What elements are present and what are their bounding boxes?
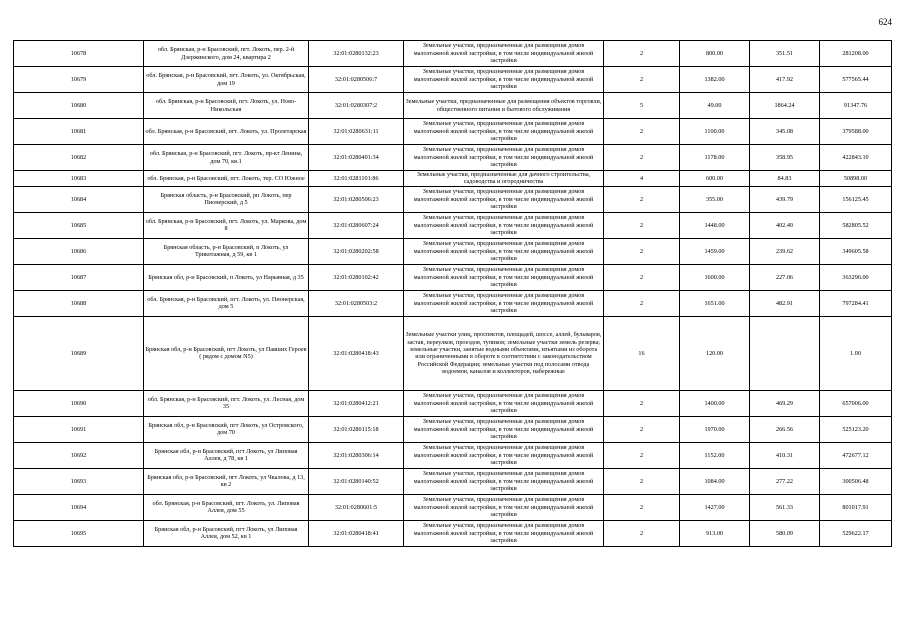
cell-area: 1152.00 (680, 442, 750, 468)
cell-cadastral-number: 32:01:0280418:41 (309, 520, 404, 546)
cell-land-use-purpose: Земельные участки, предназначенные для размещения домов малоэтажной жилой застройки, в том числе индивидуальной жилой застройки (404, 520, 604, 546)
cell-cadastral-number: 32:01:0280506:7 (309, 67, 404, 93)
cell-cadastral-value: 797284.41 (820, 290, 892, 316)
cell-area: 1427.00 (680, 494, 750, 520)
cell-specific-value: 482.91 (750, 290, 820, 316)
cell-cadastral-number: 32:01:0280132:23 (309, 41, 404, 67)
cell-cadastral-value: 363296.00 (820, 264, 892, 290)
cell-address: обл. Брянская, р-н Брасовский, пгт. Локоть, пр-кт Ленина, дом 70, кв.1 (144, 145, 309, 171)
table-row (14, 316, 892, 390)
cell-specific-value: 345.08 (750, 119, 820, 145)
cell-parcel-id: 10691 (14, 416, 144, 442)
cell-area: 49.00 (680, 93, 750, 119)
table-row (14, 290, 892, 316)
cell-land-use-purpose: Земельные участки, предназначенные для размещения домов малоэтажной жилой застройки, в том числе индивидуальной жилой застройки (404, 212, 604, 238)
cell-land-use-purpose: Земельные участки, предназначенные для размещения домов малоэтажной жилой застройки, в том числе индивидуальной жилой застройки (404, 442, 604, 468)
cell-land-use-purpose: Земельные участки, предназначенные для размещения домов малоэтажной жилой застройки, в том числе индивидуальной жилой застройки (404, 186, 604, 212)
table-row (14, 416, 892, 442)
cell-land-use-purpose: Земельные участки, предназначенные для размещения домов малоэтажной жилой застройки, в том числе индивидуальной жилой застройки (404, 264, 604, 290)
table-row (14, 93, 892, 119)
cell-parcel-id: 10681 (14, 119, 144, 145)
cell-land-use-purpose: Земельные участки, предназначенные для размещения домов малоэтажной жилой застройки, в том числе индивидуальной жилой застройки (404, 290, 604, 316)
cell-specific-value: 469.29 (750, 390, 820, 416)
cell-land-use-purpose: Земельные участки, предназначенные для размещения домов малоэтажной жилой застройки, в том числе индивидуальной жилой застройки (404, 119, 604, 145)
cell-cadastral-number: 32:01:0280607:24 (309, 212, 404, 238)
cell-parcel-id: 10694 (14, 494, 144, 520)
cell-cadastral-value: 529622.17 (820, 520, 892, 546)
cell-specific-value: 410.31 (750, 442, 820, 468)
cell-specific-value: 358.95 (750, 145, 820, 171)
cell-area: 600.00 (680, 171, 750, 187)
table-row (14, 520, 892, 546)
cell-parcel-id: 10687 (14, 264, 144, 290)
cell-cadastral-value: 577565.44 (820, 67, 892, 93)
cell-address: Брянская обл, р-н Брасовский, пгт Локоть, ул Островского, дом 70 (144, 416, 309, 442)
cell-cadastral-number: 32:01:0280140:52 (309, 468, 404, 494)
cell-group: 4 (604, 171, 680, 187)
cell-cadastral-number: 32:01:0280506:23 (309, 186, 404, 212)
cell-specific-value: 227.06 (750, 264, 820, 290)
cell-cadastral-value: 300506.48 (820, 468, 892, 494)
cell-area: 1459.00 (680, 238, 750, 264)
cell-cadastral-number: 32:01:0280102:42 (309, 264, 404, 290)
cell-group: 2 (604, 442, 680, 468)
cell-group: 5 (604, 93, 680, 119)
table-row (14, 67, 892, 93)
cell-address: обл. Брянская, р-н Брасовский, пгт. Локоть, тер. СО Южное (144, 171, 309, 187)
cell-land-use-purpose: Земельные участки, предназначенные для размещения объектов торговли, общественного питания и бытового обслуживания (404, 93, 604, 119)
table-row (14, 41, 892, 67)
cell-address: обл. Брянская, р-н Брасовский, пгт. Локоть, ул. Лесная, дом 35 (144, 390, 309, 416)
cell-parcel-id: 10682 (14, 145, 144, 171)
cell-address: обл. Брянская, р-н Брасовский, пгт. Локоть, ул. Маркова, дом 8 (144, 212, 309, 238)
cell-group: 16 (604, 316, 680, 390)
table-row (14, 238, 892, 264)
cell-address: Брянская обл, р-н Брасовский, пгт Локоть, ул Липовая Аллея, дом 52, кв 1 (144, 520, 309, 546)
cell-parcel-id: 10690 (14, 390, 144, 416)
cell-group: 2 (604, 264, 680, 290)
cell-specific-value: 239.62 (750, 238, 820, 264)
cell-specific-value: 266.56 (750, 416, 820, 442)
cell-cadastral-number: 32:01:0280601:5 (309, 494, 404, 520)
cell-specific-value: 351.51 (750, 41, 820, 67)
cell-area: 1100.00 (680, 119, 750, 145)
cell-specific-value: 580.09 (750, 520, 820, 546)
cell-group: 2 (604, 238, 680, 264)
cell-specific-value: 1864.24 (750, 93, 820, 119)
cell-group: 2 (604, 494, 680, 520)
cell-cadastral-number: 32:01:0280202:58 (309, 238, 404, 264)
table-row (14, 212, 892, 238)
table-row (14, 119, 892, 145)
cell-cadastral-value: 379588.00 (820, 119, 892, 145)
cell-land-use-purpose: Земельные участки, предназначенные для размещения домов малоэтажной жилой застройки, в том числе индивидуальной жилой застройки (404, 41, 604, 67)
cell-parcel-id: 10684 (14, 186, 144, 212)
cell-group: 2 (604, 67, 680, 93)
cell-group: 2 (604, 145, 680, 171)
cell-area: 1400.00 (680, 390, 750, 416)
cell-parcel-id: 10683 (14, 171, 144, 187)
cell-cadastral-number: 32:01:0280115:18 (309, 416, 404, 442)
cell-cadastral-value: 91347.76 (820, 93, 892, 119)
table-row (14, 264, 892, 290)
cell-parcel-id: 10678 (14, 41, 144, 67)
cell-area: 1084.00 (680, 468, 750, 494)
cell-address: Брянская обл, р-н Брасовский, п Локоть, ул Нарывная, д 35 (144, 264, 309, 290)
cell-parcel-id: 10685 (14, 212, 144, 238)
cell-parcel-id: 10679 (14, 67, 144, 93)
cell-address: обл. Брянская, р-н Брасовский, пгт. Локоть, ул. Пролетарская (144, 119, 309, 145)
cell-cadastral-value: 50898.00 (820, 171, 892, 187)
cell-cadastral-number: 32:01:0280401:34 (309, 145, 404, 171)
cell-area: 1651.00 (680, 290, 750, 316)
cell-cadastral-value: 156125.45 (820, 186, 892, 212)
cell-address: обл. Брянская, р-н Брасовский, пгт. Локоть, ул. Липовая Аллея, дом 55 (144, 494, 309, 520)
cell-group: 2 (604, 390, 680, 416)
cell-land-use-purpose: Земельные участки, предназначенные для размещения домов малоэтажной жилой застройки, в том числе индивидуальной жилой застройки (404, 468, 604, 494)
cell-parcel-id: 10692 (14, 442, 144, 468)
cell-group: 2 (604, 119, 680, 145)
cell-cadastral-value: 1.00 (820, 316, 892, 390)
cell-address: обл. Брянская, р-н Брасовский, пгт. Локоть, ул. Пионерская, дом 5 (144, 290, 309, 316)
cell-land-use-purpose: Земельные участки, предназначенные для дачного строительства, садоводства и огородничества (404, 171, 604, 187)
cell-specific-value: 439.79 (750, 186, 820, 212)
cell-parcel-id: 10686 (14, 238, 144, 264)
cell-area: 355.00 (680, 186, 750, 212)
cell-cadastral-value: 281208.00 (820, 41, 892, 67)
cell-cadastral-number: 32:01:0280503:2 (309, 290, 404, 316)
cell-specific-value (750, 316, 820, 390)
cell-address: Брянская обл, р-н Брасовский, пгт Локоть, ул Павших Героев ( рядом с домом N5) (144, 316, 309, 390)
page-number: 624 (878, 17, 892, 27)
cell-parcel-id: 10695 (14, 520, 144, 546)
cell-parcel-id: 10680 (14, 93, 144, 119)
table-row (14, 468, 892, 494)
cell-address: обл. Брянская, р-н Брасовский, пгт. Локоть, ул. Октябрьская, дом 19 (144, 67, 309, 93)
cell-parcel-id: 10693 (14, 468, 144, 494)
cell-area: 1600.00 (680, 264, 750, 290)
cell-cadastral-value: 801017.91 (820, 494, 892, 520)
table-row (14, 145, 892, 171)
cell-cadastral-value: 349605.58 (820, 238, 892, 264)
cell-specific-value: 561.33 (750, 494, 820, 520)
cell-cadastral-value: 472677.12 (820, 442, 892, 468)
cell-group: 2 (604, 41, 680, 67)
cell-land-use-purpose: Земельные участки, предназначенные для размещения домов малоэтажной жилой застройки, в том числе индивидуальной жилой застройки (404, 390, 604, 416)
table-row (14, 442, 892, 468)
cell-area: 913.00 (680, 520, 750, 546)
cell-specific-value: 84.83 (750, 171, 820, 187)
cell-cadastral-number: 32:01:0280418:43 (309, 316, 404, 390)
table-row (14, 494, 892, 520)
cell-cadastral-number: 32:01:0281101:86 (309, 171, 404, 187)
table-row (14, 390, 892, 416)
cell-specific-value: 402.49 (750, 212, 820, 238)
cell-cadastral-value: 422843.10 (820, 145, 892, 171)
cell-address: Брянская обл, р-н Брасовский, пгт Локоть, ул Липовая Аллея, д 78, кв 1 (144, 442, 309, 468)
cell-address: Брянская обл, р-н Брасовский, пгт Локоть, ул Чкалова, д 13, кв 2 (144, 468, 309, 494)
cell-group: 2 (604, 290, 680, 316)
cell-cadastral-number: 32:01:0280412:21 (309, 390, 404, 416)
cell-cadastral-value: 657006.00 (820, 390, 892, 416)
cell-land-use-purpose: Земельные участки, предназначенные для размещения домов малоэтажной жилой застройки, в том числе индивидуальной жилой застройки (404, 494, 604, 520)
cell-land-use-purpose: Земельные участки, предназначенные для размещения домов малоэтажной жилой застройки, в том числе индивидуальной жилой застройки (404, 67, 604, 93)
cell-parcel-id: 10688 (14, 290, 144, 316)
table-row (14, 171, 892, 187)
cell-area: 1970.00 (680, 416, 750, 442)
cell-area: 1178.00 (680, 145, 750, 171)
cell-address: обл. Брянская, р-н Брасовский, пгт. Локоть, ул. Ново-Никольская (144, 93, 309, 119)
cell-address: Брянская область, р-н Брасовский, п Локоть, ул Трикотажная, д 59, кв 1 (144, 238, 309, 264)
cadastral-value-table (13, 40, 892, 547)
cell-group: 2 (604, 186, 680, 212)
cell-cadastral-number: 32:01:0280307:2 (309, 93, 404, 119)
cell-land-use-purpose: Земельные участки, предназначенные для размещения домов малоэтажной жилой застройки, в том числе индивидуальной жилой застройки (404, 145, 604, 171)
cell-cadastral-value: 525123.20 (820, 416, 892, 442)
cell-group: 2 (604, 520, 680, 546)
cell-area: 120.00 (680, 316, 750, 390)
cell-address: Брянская область, р-н Брасовский, рп Локоть, пер Пионерский, д 5 (144, 186, 309, 212)
table-body (14, 41, 892, 547)
cell-land-use-purpose: Земельные участки, предназначенные для размещения домов малоэтажной жилой застройки, в том числе индивидуальной жилой застройки (404, 238, 604, 264)
cell-parcel-id: 10689 (14, 316, 144, 390)
cell-specific-value: 417.92 (750, 67, 820, 93)
cell-group: 2 (604, 468, 680, 494)
cell-specific-value: 277.22 (750, 468, 820, 494)
cell-group: 2 (604, 416, 680, 442)
cell-cadastral-number: 32:01:0280631:11 (309, 119, 404, 145)
cell-area: 1382.00 (680, 67, 750, 93)
table-row (14, 186, 892, 212)
cell-area: 1448.00 (680, 212, 750, 238)
cell-address: обл. Брянская, р-н Брасовский, пгт. Локоть, пер. 2-й Дзержинского, дом 24, квартира 2 (144, 41, 309, 67)
cell-cadastral-number: 32:01:0280306:14 (309, 442, 404, 468)
cell-land-use-purpose: Земельные участки, предназначенные для размещения домов малоэтажной жилой застройки, в том числе индивидуальной жилой застройки (404, 416, 604, 442)
cell-cadastral-value: 582805.52 (820, 212, 892, 238)
cell-land-use-purpose: Земельные участки улиц, проспектов, площадей, шоссе, аллей, бульваров, застав, переулков, проездов, тупиков; земельные участки земель резерва; земельные участки, занятые водными объектами, изъятыми из оборота или ограниченными в обороте в соответствии с законодательством Российской Федерации; земельные участки под полосами отвода водоемов, каналов и коллекторов, набережные (404, 316, 604, 390)
cell-group: 2 (604, 212, 680, 238)
cell-area: 800.00 (680, 41, 750, 67)
